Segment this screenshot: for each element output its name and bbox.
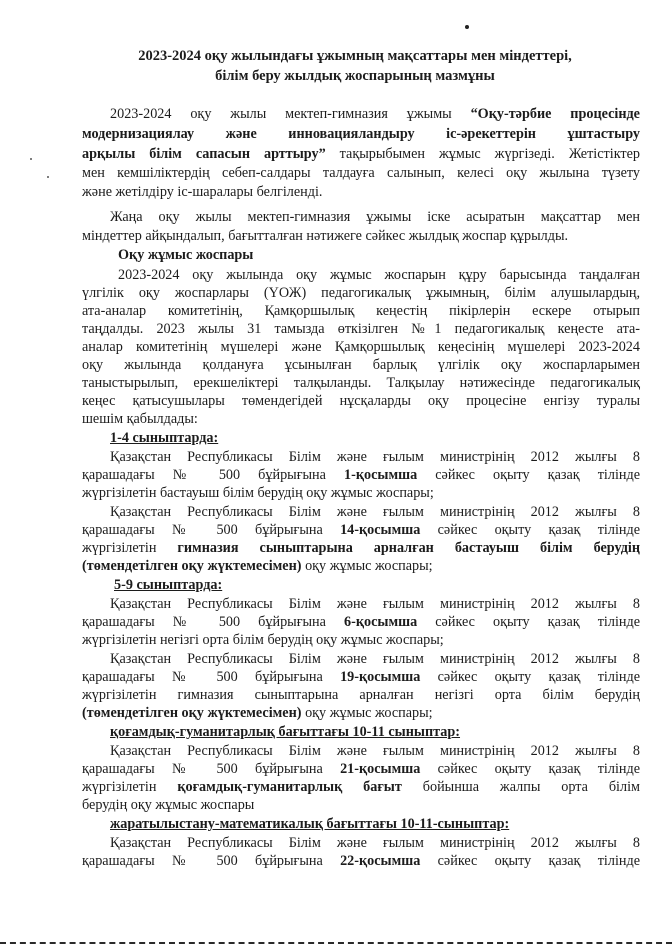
text-line: аналар комитетінің мүшелері және Қамқоршылық кеңесінің мүшелері 2023-2024 xyxy=(82,339,640,355)
text-line: қарашадағы № 500 бұйрығына 22-қосымша сәйкес оқыту қазақ тілінде xyxy=(82,853,640,869)
subsection-heading: 1-4 сыныптарда: xyxy=(110,430,219,446)
section-heading: Оқу жұмыс жоспары xyxy=(118,247,254,263)
text-line: таңдалды. 2023 жылы 31 тамызда өткізілген №1 педагогикалық кеңесте ата- xyxy=(82,321,640,337)
text-line: Қазақстан Республикасы Білім және ғылым министрінің 2012 жылғы 8 xyxy=(110,449,640,465)
text-line: жүргізілетін гимназия сыныптарына арналған негізгі орта білім берудің xyxy=(82,687,640,703)
text-line: Қазақстан Республикасы Білім және ғылым министрінің 2012 жылғы 8 xyxy=(110,596,640,612)
title-line-1: 2023-2024 оқу жылындағы ұжымның мақсаттары мен міндеттері, xyxy=(138,48,572,64)
text-line: Қазақстан Республикасы Білім және ғылым министрінің 2012 жылғы 8 xyxy=(110,504,640,520)
scan-dot xyxy=(465,25,469,29)
text-line: үлгілік оқу жоспарлары (ҮОЖ) педагогикалық ұжымның, білім алушылардың, xyxy=(82,285,640,301)
subsection-heading: жаратылыстану-математикалық бағыттағы 10-11-сыныптар: xyxy=(110,816,510,832)
text-line: жүргізілетін гимназия сыныптарына арналған бастауыш білім берудің xyxy=(82,540,640,556)
text-line: Жаңа оқу жылы мектеп-гимназия ұжымы іске асыратын мақсаттар мен xyxy=(110,209,640,225)
title-line-2: білім беру жылдық жоспарының мазмұны xyxy=(215,68,495,84)
text-line: берудің оқу жұмыс жоспары xyxy=(82,797,255,813)
text-line: (төмендетілген оқу жүктемесімен) оқу жұмыс жоспары; xyxy=(82,558,433,574)
text-line: Қазақстан Республикасы Білім және ғылым министрінің 2012 жылғы 8 xyxy=(110,835,640,851)
text-line: модернизациялау және инновацияландыру іс-әрекеттерін ұштастыру xyxy=(82,126,640,142)
text-line: қарашадағы № 500 бұйрығына 1-қосымша сәйкес оқыту қазақ тілінде xyxy=(82,467,640,483)
subsection-heading: 5-9 сыныптарда: xyxy=(114,577,223,593)
text-line: Қазақстан Республикасы Білім және ғылым министрінің 2012 жылғы 8 xyxy=(110,743,640,759)
text-line: кеңес қатысушылары төмендегідей нұсқаларды оқу процесіне енгізу туралы xyxy=(82,393,640,409)
text-line: қарашадағы № 500 бұйрығына 6-қосымша сәйкес оқыту қазақ тілінде xyxy=(82,614,640,630)
text-line: 2023-2024 оқу жылы мектеп-гимназия ұжымы “Оқу-тәрбие процесінде xyxy=(110,106,640,122)
text-line: жүргізілетін бастауыш білім берудің оқу жұмыс жоспары; xyxy=(82,485,434,501)
text-line: ата-аналар комитетінің, Қамқоршылық кеңестің пікірлерін ескере отырып xyxy=(82,303,640,319)
text-line: қарашадағы № 500 бұйрығына 21-қосымша сәйкес оқыту қазақ тілінде xyxy=(82,761,640,777)
text-line: Қазақстан Республикасы Білім және ғылым министрінің 2012 жылғы 8 xyxy=(110,651,640,667)
page-title xyxy=(70,46,640,86)
text-line: қарашадағы № 500 бұйрығына 19-қосымша сәйкес оқыту қазақ тілінде xyxy=(82,669,640,685)
text-line: және жетілдіру іс-шаралары белгіленді. xyxy=(82,184,323,200)
scan-edge-line xyxy=(0,942,672,944)
text-line: жүргізілетін негізгі орта білім берудің оқу жұмыс жоспары; xyxy=(82,632,444,648)
subsection-heading: қоғамдық-гуманитарлық бағыттағы 10-11 сыныптар: xyxy=(110,724,461,740)
text-line: таныстырылып, ерекшеліктері талқыланды. Талқылау нәтижесінде педагогикалық xyxy=(82,375,640,391)
scan-speck xyxy=(30,158,32,160)
text-line: жүргізілетін қоғамдық-гуманитарлық бағыт бойынша жалпы орта білім xyxy=(82,779,640,795)
text-line: оқу жылында қолдануға ұсынылған барлық үлгілік оқу жоспарларымен xyxy=(82,357,640,373)
text-line: мен кемшіліктердің себеп-салдары талдауға салынып, келесі оқу жылына түзету xyxy=(82,165,640,181)
text-line: арқылы білім сапасын арттыру” тақырыбымен жұмыс жүргізеді. Жетістіктер xyxy=(82,146,640,162)
text-line: шешім қабылдады: xyxy=(82,411,198,427)
scan-speck xyxy=(47,176,49,178)
text-line: қарашадағы № 500 бұйрығына 14-қосымша сәйкес оқыту қазақ тілінде xyxy=(82,522,640,538)
text-line: (төмендетілген оқу жүктемесімен) оқу жұмыс жоспары; xyxy=(82,705,433,721)
text-line: 2023-2024 оқу жылында оқу жұмыс жоспарын құру барысында таңдалған xyxy=(118,267,640,283)
text-line: міндеттер айқындалып, бағытталған нәтижеге сәйкес жылдық жоспар құрылды. xyxy=(82,228,569,244)
